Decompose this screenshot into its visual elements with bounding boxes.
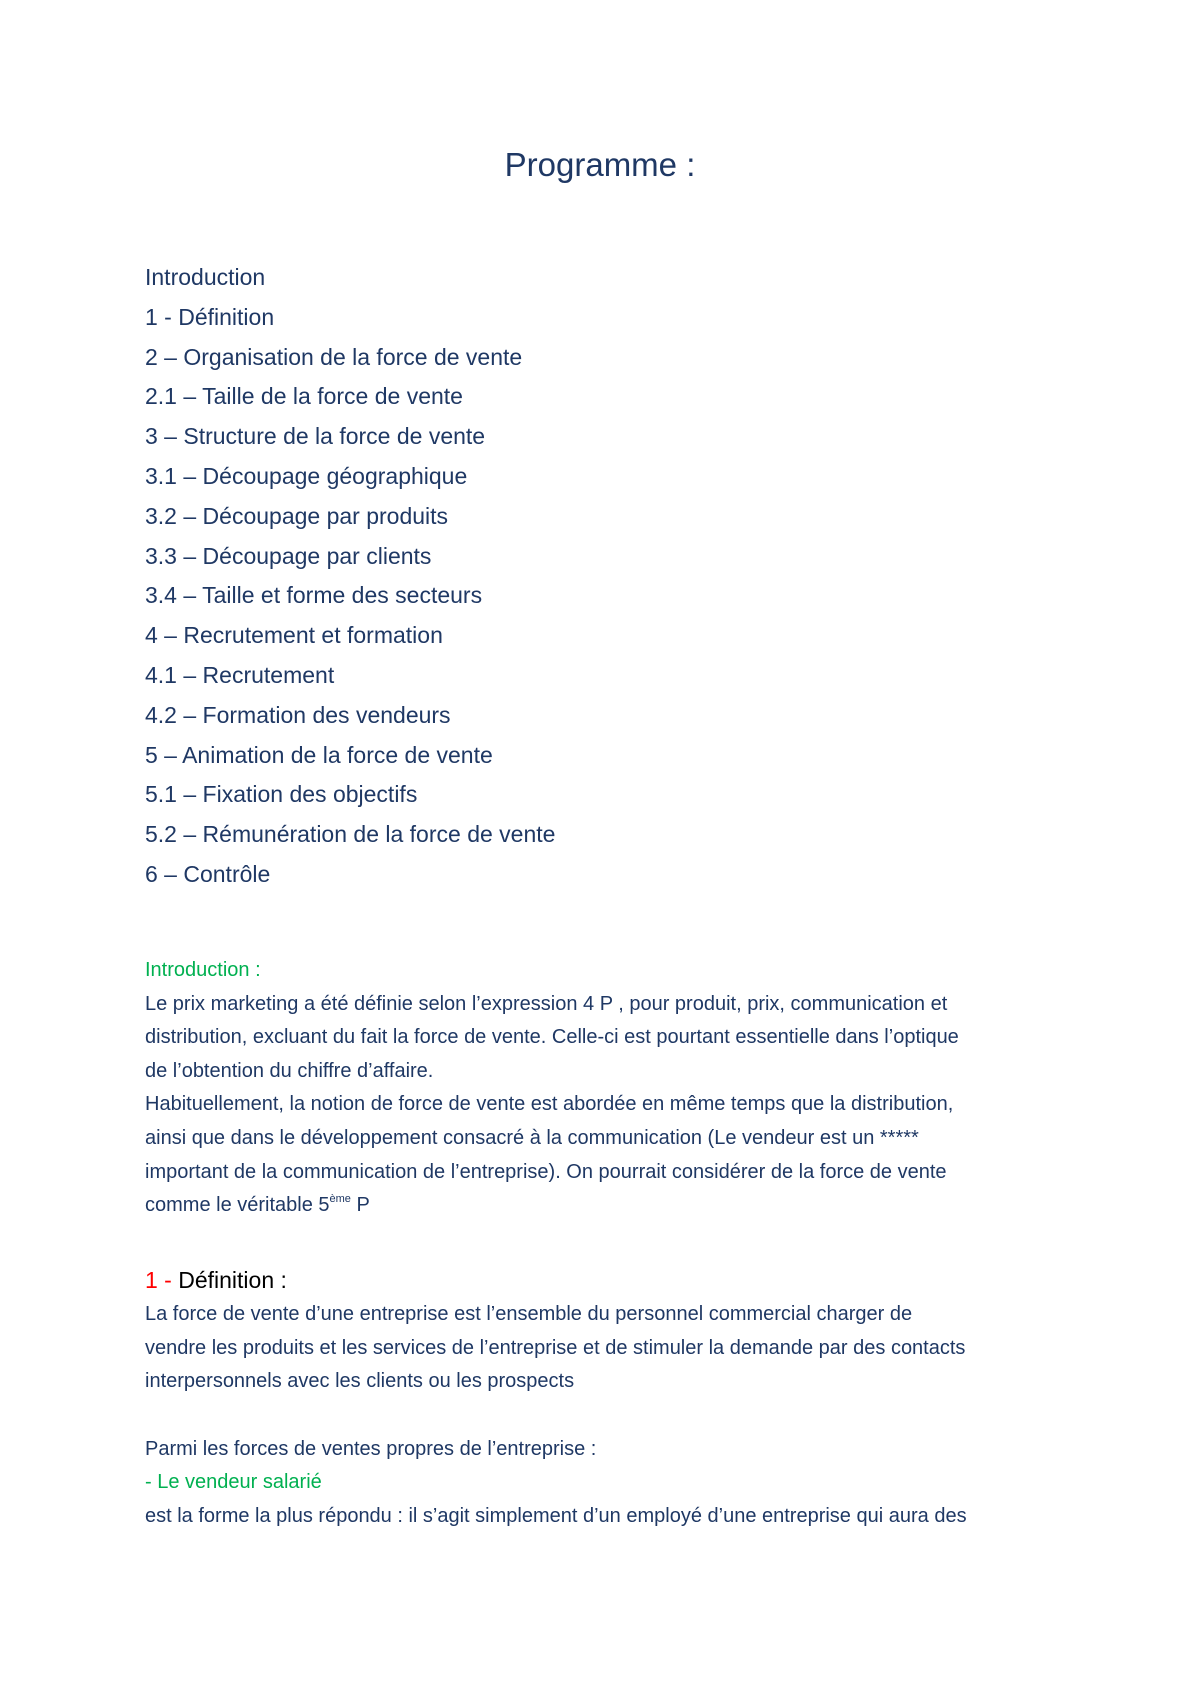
table-of-contents [145, 258, 555, 895]
introduction-section [145, 954, 1075, 1223]
toc-item: 5.2 – Rémunération de la force de vente [145, 821, 556, 848]
section-title: Définition : [171, 1267, 287, 1293]
paragraph-line: La force de vente d’une entreprise est l’ensemble du personnel commercial charger de [145, 1303, 913, 1325]
toc-item: 5.1 – Fixation des objectifs [145, 781, 418, 808]
paragraph-line: distribution, excluant du fait la force de vente. Celle-ci est pourtant essentielle dans l’optique [145, 1026, 959, 1049]
paragraph-line: de l’obtention du chiffre d’affaire. [145, 1059, 434, 1082]
subheading: - Le vendeur salarié [145, 1471, 322, 1493]
paragraph-line: important de la communication de l’entreprise). On pourrait considérer de la force de vente [145, 1160, 947, 1183]
toc-item: 3.3 – Découpage par clients [145, 542, 432, 569]
superscript: ème [329, 1193, 351, 1206]
toc-item: Introduction [145, 264, 266, 290]
toc-item: 3.2 – Découpage par produits [145, 502, 449, 529]
definition-section [145, 1262, 1075, 1533]
paragraph-line: ainsi que dans le développement consacré à la communication (Le vendeur est un ***** [145, 1126, 919, 1149]
toc-item: 4.2 – Formation des vendeurs [145, 701, 451, 728]
paragraph-line: Le prix marketing a été définie selon l’expression 4 P , pour produit, prix, communication et [145, 992, 948, 1015]
toc-item: 5 – Animation de la force de vente [145, 741, 493, 768]
line-text: P [350, 1194, 370, 1217]
section-number: 1 - [145, 1267, 172, 1293]
paragraph-line: Habituellement, la notion de force de vente est abordée en même temps que la distribution, [145, 1093, 954, 1116]
line-text: comme le véritable 5 [145, 1194, 330, 1217]
paragraph-line [145, 1189, 1075, 1223]
paragraph-gap [145, 1399, 1075, 1433]
toc-item: 3.4 – Taille et forme des secteurs [145, 582, 483, 609]
toc-item: 6 – Contrôle [145, 860, 271, 887]
paragraph-line: vendre les produits et les services de l’entreprise et de stimuler la demande par des contacts [145, 1336, 966, 1359]
toc-item: 4.1 – Recrutement [145, 661, 335, 688]
page-title: Programme : [504, 146, 696, 183]
definition-heading [145, 1262, 1075, 1298]
toc-item: 3.1 – Découpage géographique [145, 462, 468, 489]
paragraph-line: Parmi les forces de ventes propres de l’entreprise : [145, 1437, 597, 1460]
toc-item: 4 – Recrutement et formation [145, 622, 443, 649]
toc-item: 2.1 – Taille de la force de vente [145, 383, 463, 410]
introduction-heading: Introduction : [145, 959, 261, 981]
toc-item: 2 – Organisation de la force de vente [145, 343, 523, 370]
paragraph-line: interpersonnels avec les clients ou les prospects [145, 1370, 575, 1392]
toc-item: 3 – Structure de la force de vente [145, 423, 486, 450]
toc-item: 1 - Définition [145, 303, 275, 330]
paragraph-line: est la forme la plus répondu : il s’agit simplement d’un employé d’une entreprise qui aura des [145, 1504, 967, 1527]
